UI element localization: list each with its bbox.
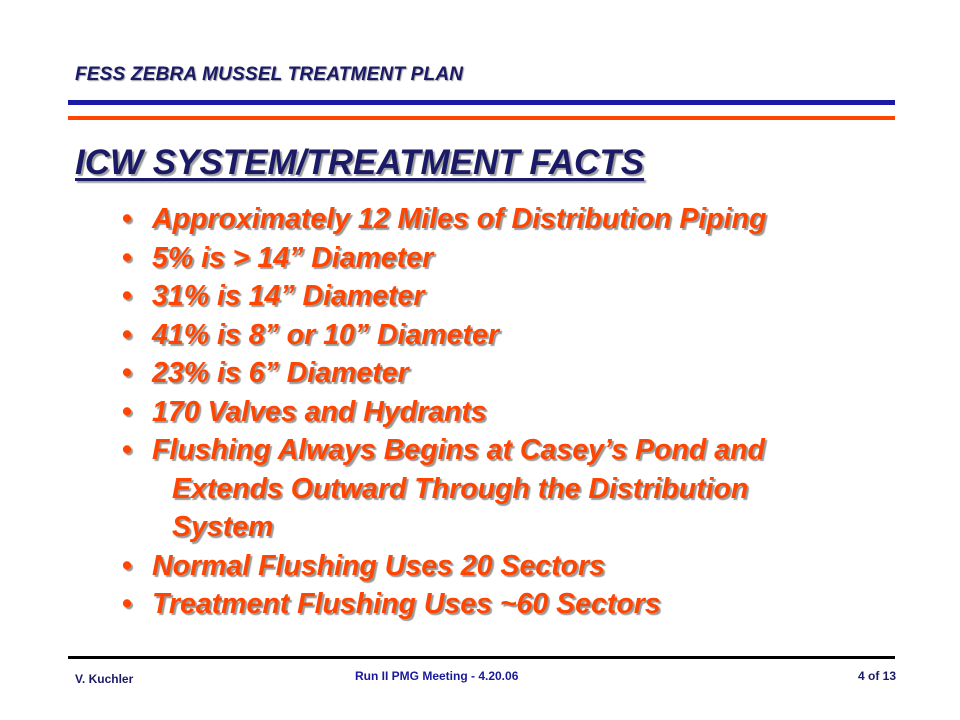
bullet-item bbox=[122, 277, 766, 316]
bullet-text: 5% is > 14” Diameter bbox=[152, 241, 434, 274]
bullet-marker: • bbox=[122, 357, 132, 389]
bullet-item bbox=[122, 431, 766, 547]
footer-page-number: 4 of 13 bbox=[858, 669, 897, 683]
footer-rule bbox=[68, 656, 895, 659]
bullet-marker: • bbox=[122, 280, 132, 312]
bullet-text: Treatment Flushing Uses ~60 Sectors bbox=[152, 588, 661, 620]
bullet-list bbox=[122, 200, 766, 624]
bullet-item bbox=[122, 316, 766, 355]
bullet-text: 41% is 8” or 10” Diameter bbox=[152, 318, 499, 351]
bullet-marker: • bbox=[122, 549, 132, 582]
bullet-text: 170 Valves and Hydrants bbox=[152, 395, 487, 428]
bullet-text: 23% is 6” Diameter bbox=[152, 357, 409, 389]
bullet-item bbox=[122, 393, 766, 432]
bullet-marker: • bbox=[122, 434, 132, 466]
bullet-marker: • bbox=[122, 318, 132, 351]
bullet-marker: • bbox=[122, 241, 132, 274]
bullet-marker: • bbox=[122, 588, 132, 620]
bullet-item bbox=[122, 200, 766, 239]
bullet-text: Approximately 12 Miles of Distribution Piping bbox=[152, 203, 767, 235]
section-title: ICW SYSTEM/TREATMENT FACTS bbox=[75, 143, 645, 182]
footer-meeting: Run II PMG Meeting - 4.20.06 bbox=[355, 669, 519, 683]
bullet-marker: • bbox=[122, 395, 132, 428]
bullet-text: 31% is 14” Diameter bbox=[152, 280, 425, 312]
bullet-item bbox=[122, 585, 766, 624]
bullet-item bbox=[122, 354, 766, 393]
header-rule-orange bbox=[68, 116, 895, 120]
bullet-text-continuation: System bbox=[172, 511, 274, 543]
header-rule-blue bbox=[68, 100, 895, 105]
bullet-text: Flushing Always Begins at Casey’s Pond and bbox=[152, 434, 765, 466]
bullet-item bbox=[122, 239, 766, 278]
bullet-item bbox=[122, 547, 766, 586]
bullet-text-continuation: Extends Outward Through the Distribution bbox=[172, 472, 749, 505]
header-title: FESS ZEBRA MUSSEL TREATMENT PLAN bbox=[75, 64, 464, 85]
bullet-text: Normal Flushing Uses 20 Sectors bbox=[152, 549, 605, 582]
bullet-marker: • bbox=[122, 203, 132, 235]
footer-author: V. Kuchler bbox=[75, 672, 134, 686]
